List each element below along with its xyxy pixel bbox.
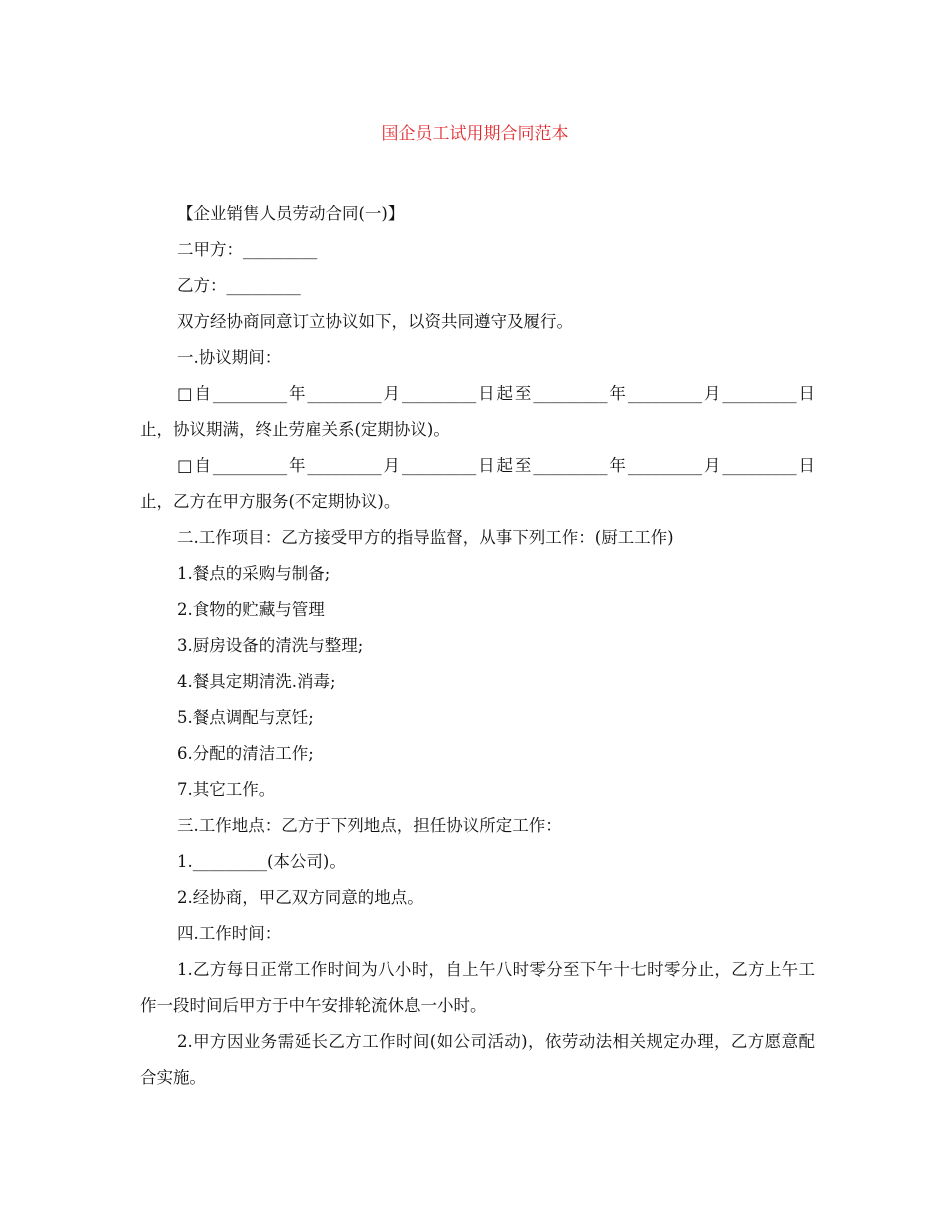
list-item: 4.餐具定期清洗.消毒; [177,672,336,691]
list-item: 5.餐点调配与烹饪; [177,708,314,727]
list-item: 6.分配的清洁工作; [177,744,314,763]
fixed-term-clause: □自_________年_________月_________日起至_________年_________月_________日止，协议期满，终止劳雇关系(定期协议)。 [140,384,815,439]
section-heading-work-hours: 四.工作时间： [177,924,282,943]
list-item: 2.经协商，甲乙双方同意的地点。 [177,888,424,907]
work-hours-clause-1: 1.乙方每日正常工作时间为八小时，自上午八时零分至下午十七时零分止，乙方上午工作一段时间后甲方于中午安排轮流休息一小时。 [140,960,815,1015]
list-item: 7.其它工作。 [177,780,276,799]
list-item: 1._________(本公司)。 [177,852,346,871]
section-heading-period: 一.协议期间： [177,348,282,367]
list-item: 3.厨房设备的清洗与整理; [177,636,364,655]
work-hours-clause-2: 2.甲方因业务需延长乙方工作时间(如公司活动)，依劳动法相关规定办理，乙方愿意配合实施。 [140,1032,815,1087]
party-a-line: 二甲方：_________ [177,240,318,259]
list-item: 1.餐点的采购与制备; [177,564,331,583]
list-item: 2.食物的贮藏与管理 [177,600,325,619]
contract-heading: 【企业销售人员劳动合同(一)】 [177,204,405,223]
document-body [140,196,815,1096]
section-heading-work-items: 二.工作项目：乙方接受甲方的指导监督，从事下列工作：(厨工工作) [177,528,674,547]
party-b-line: 乙方：_________ [177,276,301,295]
section-heading-work-location: 三.工作地点：乙方于下列地点，担任协议所定工作： [177,816,562,835]
open-term-clause: □自_________年_________月_________日起至_________年_________月_________日止，乙方在甲方服务(不定期协议)。 [140,456,815,511]
agreement-intro: 双方经协商同意订立协议如下，以资共同遵守及履行。 [177,312,573,331]
document-title: 国企员工试用期合同范本 [381,124,569,144]
